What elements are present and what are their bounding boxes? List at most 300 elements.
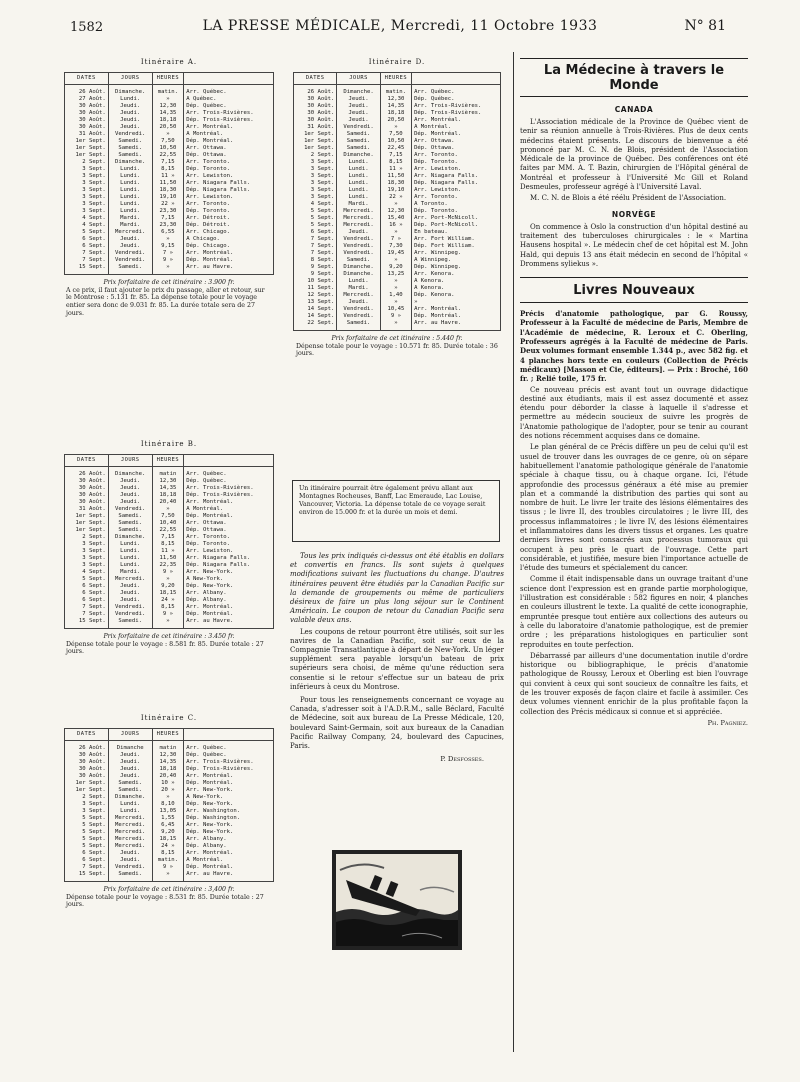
- cell-date: 5 Sept.: [65, 815, 109, 822]
- cell-time: 7,15: [152, 534, 184, 541]
- cell-time: 18,15: [152, 590, 184, 597]
- middle-paragraph-2: Les coupons de retour pourront être utilisés, soit sur les navires de la Canadian Pacific, soit sur ceux de la Compagnie Transatlantique à départ de New-York. Un léger supplément sera payable lorsqu'un bateau de prix supérieurs sera choisi, de même qu'une réduction sera consentie si le retour s'effectue sur un bateau de prix inférieurs à ceux du Montrose.: [290, 627, 504, 691]
- column-header-date: DATES: [65, 73, 109, 85]
- table-row: [294, 194, 501, 201]
- cell-event: A Kenora.: [412, 278, 501, 285]
- rockies-note: Un itinéraire pourrait être également prévu allant aux Montagnes Rocheuses, Banff, Lac Emeraude, Lac Louise, Vancouver, Victoria. La dépense totale de ce voyage serait environ de 15.000 fr. et la durée un mois et demi.: [299, 485, 486, 516]
- cell-event: Arr. Québec.: [184, 471, 274, 478]
- cell-event: Dép. Winnipeg.: [412, 264, 501, 271]
- cell-time: matin.: [152, 857, 184, 864]
- cell-time: matin: [152, 745, 184, 752]
- cell-event: Dép. Niagara Falls.: [184, 187, 274, 194]
- cell-time: 14,35: [152, 759, 184, 766]
- cell-date: 9 Sept.: [294, 271, 337, 278]
- table-row: [65, 131, 274, 138]
- table-end-row: [65, 878, 274, 882]
- cell-date: 6 Sept.: [294, 229, 337, 236]
- cell-event: Dép. Trois-Rivières.: [184, 766, 274, 773]
- cell-event: Arr. au Havre.: [184, 618, 274, 625]
- cell-date: 15 Sept.: [65, 871, 109, 878]
- table-row: [294, 166, 501, 173]
- cell-day: Lundi.: [337, 180, 380, 187]
- itinerary-a-table: [64, 72, 274, 275]
- cell-day: Mardi.: [108, 222, 152, 229]
- cell-date: 7 Sept.: [65, 604, 109, 611]
- table-end-row: [294, 327, 501, 331]
- cell-time: matin: [152, 471, 184, 478]
- middle-signature: P. Desfosses.: [440, 755, 484, 764]
- cell-date: 1er Sept.: [65, 152, 109, 159]
- cell-date: 6 Sept.: [65, 590, 109, 597]
- cell-day: Vendredi.: [337, 250, 380, 257]
- ship-illustration-svg: [332, 850, 462, 950]
- cell-event: Arr. Québec.: [184, 89, 274, 96]
- cell-day: Mercredi.: [337, 215, 380, 222]
- cell-date: 31 Août.: [65, 506, 109, 513]
- cell-day: Vendredi.: [108, 864, 152, 871]
- cell-time: 9 »: [152, 569, 184, 576]
- cell-event: Dép. New-York.: [184, 583, 274, 590]
- itinerary-c: [60, 714, 278, 976]
- cell-time: matin.: [152, 89, 184, 96]
- cell-time: 11 »: [152, 548, 184, 555]
- cell-event: Arr. Lewiston.: [184, 173, 274, 180]
- table-row: [65, 597, 274, 604]
- column-header-day: JOURS: [108, 729, 152, 741]
- cell-event: A New-York.: [184, 794, 274, 801]
- cell-day: Mercredi.: [337, 292, 380, 299]
- cell-time: 18,30: [152, 187, 184, 194]
- table-row: [294, 138, 501, 145]
- cell-date: 3 Sept.: [294, 187, 337, 194]
- cell-day: Jeudi.: [108, 752, 152, 759]
- cell-time: »: [380, 320, 411, 327]
- cell-event: Arr. Lewiston.: [412, 187, 501, 194]
- table-row: [65, 780, 274, 787]
- cell-event: Dép. Niagara Falls.: [412, 180, 501, 187]
- cell-day: Jeudi.: [108, 850, 152, 857]
- cell-day: Samedi.: [108, 152, 152, 159]
- books-title: Livres Nouveaux: [573, 283, 695, 299]
- page-number: 1582: [70, 20, 104, 35]
- cell-event: A Montréal.: [184, 131, 274, 138]
- cell-day: Dimanche.: [337, 152, 380, 159]
- table-row: [65, 745, 274, 752]
- table-row: [294, 145, 501, 152]
- table-row: [294, 243, 501, 250]
- cell-event: Dép. Québec.: [184, 478, 274, 485]
- cell-day: Jeudi.: [108, 766, 152, 773]
- itinerary-d-table: [293, 72, 501, 331]
- table-row: [294, 306, 501, 313]
- itinerary-b-table: [64, 454, 274, 629]
- table-row: [65, 208, 274, 215]
- table-row: [294, 159, 501, 166]
- cell-day: Jeudi.: [108, 124, 152, 131]
- table-row: [65, 604, 274, 611]
- table-row: [294, 201, 501, 208]
- cell-day: Samedi.: [108, 787, 152, 794]
- cell-day: Jeudi.: [108, 243, 152, 250]
- cell-event: Dép. Kenora.: [412, 292, 501, 299]
- cell-date: 15 Sept.: [65, 264, 109, 271]
- cell-time: »: [380, 201, 411, 208]
- cell-event: Arr. Ottawa.: [184, 145, 274, 152]
- cell-event: Arr. Niagara Falls.: [412, 173, 501, 180]
- table-row: [65, 534, 274, 541]
- table-row: [65, 555, 274, 562]
- cell-event: Dép. Montréal.: [184, 513, 274, 520]
- cell-time: »: [380, 299, 411, 306]
- cell-day: Lundi.: [337, 173, 380, 180]
- cell-time: 7,50: [380, 131, 411, 138]
- table-row: [65, 513, 274, 520]
- cell-time: 11,50: [152, 180, 184, 187]
- cell-time: 7,30: [380, 243, 411, 250]
- table-header-row: [65, 455, 274, 467]
- cell-date: 30 Août.: [65, 773, 109, 780]
- cell-time: 20 »: [152, 787, 184, 794]
- itinerary-c-note: Dépense totale pour le voyage : 8.531 fr. 85. Durée totale : 27 jours.: [66, 893, 264, 909]
- cell-day: Dimanche.: [108, 471, 152, 478]
- table-row: [65, 843, 274, 850]
- cell-event: Dép. Albany.: [184, 597, 274, 604]
- cell-event: Arr. Lewiston.: [184, 548, 274, 555]
- cell-day: Mercredi.: [108, 822, 152, 829]
- cell-day: Lundi.: [108, 166, 152, 173]
- table-row: [65, 773, 274, 780]
- cell-day: Mercredi.: [108, 576, 152, 583]
- cell-day: Lundi.: [108, 194, 152, 201]
- cell-day: Vendredi.: [108, 604, 152, 611]
- cell-time: 7,15: [152, 215, 184, 222]
- table-row: [65, 590, 274, 597]
- cell-event: Arr. Québec.: [412, 89, 501, 96]
- cell-event: Arr. Montréal.: [184, 850, 274, 857]
- column-header-day: JOURS: [337, 73, 380, 85]
- cell-event: Dép. Ottawa.: [184, 152, 274, 159]
- cell-time: 11,50: [152, 555, 184, 562]
- itinerary-d-title: Itinéraire D.: [368, 58, 426, 66]
- cell-date: 3 Sept.: [294, 159, 337, 166]
- column-header-date: DATES: [294, 73, 337, 85]
- cell-date: 7 Sept.: [294, 236, 337, 243]
- table-row: [65, 257, 274, 264]
- cell-date: 30 Août.: [294, 96, 337, 103]
- cell-event: A Kenora.: [412, 285, 501, 292]
- cell-date: 30 Août.: [65, 492, 109, 499]
- table-row: [65, 96, 274, 103]
- itinerary-c-summary: [60, 882, 278, 909]
- cell-day: Vendredi.: [108, 257, 152, 264]
- table-row: [65, 103, 274, 110]
- table-row: [65, 243, 274, 250]
- table-row: [65, 124, 274, 131]
- section-banner: [520, 58, 748, 97]
- table-row: [294, 271, 501, 278]
- table-row: [65, 836, 274, 843]
- cell-date: 1er Sept.: [65, 520, 109, 527]
- cell-day: Mardi.: [108, 569, 152, 576]
- table-row: [65, 492, 274, 499]
- cell-event: Dép. Montréal.: [184, 611, 274, 618]
- cell-time: 12,30: [152, 478, 184, 485]
- cell-event: Arr. Montréal.: [184, 250, 274, 257]
- cell-day: Jeudi.: [108, 485, 152, 492]
- cell-day: Jeudi.: [108, 492, 152, 499]
- table-row: [65, 250, 274, 257]
- table-row: [65, 569, 274, 576]
- issue-date: Mercredi, 11 Octobre 1933: [390, 18, 598, 34]
- canada-text: [520, 118, 748, 204]
- cell-day: Jeudi.: [108, 110, 152, 117]
- cell-time: 9 »: [380, 313, 411, 320]
- cell-date: 5 Sept.: [294, 222, 337, 229]
- cell-event: Arr. Kenora.: [412, 271, 501, 278]
- cell-date: 13 Sept.: [294, 299, 337, 306]
- cell-event: Dép. Toronto.: [184, 166, 274, 173]
- cell-day: Samedi.: [108, 145, 152, 152]
- cell-time: 10 »: [152, 780, 184, 787]
- table-row: [65, 236, 274, 243]
- cell-day: Jeudi.: [108, 773, 152, 780]
- itinerary-b: [60, 440, 278, 702]
- itinerary-b-note: Dépense totale pour le voyage : 8.581 fr. 85. Durée totale : 27 jours.: [66, 640, 264, 656]
- itinerary-a-summary: [60, 275, 278, 318]
- itinerary-d: [290, 56, 504, 456]
- cell-day: Samedi.: [108, 871, 152, 878]
- cell-date: 4 Sept.: [65, 215, 109, 222]
- cell-event: Arr. Montréal.: [184, 773, 274, 780]
- cell-date: 14 Sept.: [294, 306, 337, 313]
- table-row: [65, 152, 274, 159]
- table-row: [294, 257, 501, 264]
- cell-date: 5 Sept.: [65, 836, 109, 843]
- column-header-time: HEURES: [152, 455, 184, 467]
- cell-day: Jeudi.: [108, 499, 152, 506]
- cell-day: Mercredi.: [337, 222, 380, 229]
- cell-event: Dép. Trois-Rivières.: [184, 492, 274, 499]
- ship-illustration: [332, 850, 462, 950]
- cell-date: 30 Août.: [294, 110, 337, 117]
- cell-event: Dép. Ottawa.: [184, 527, 274, 534]
- cell-day: Samedi.: [108, 513, 152, 520]
- cell-time: »: [152, 96, 184, 103]
- cell-event: Dép. Montréal.: [184, 257, 274, 264]
- cell-day: Dimanche.: [108, 534, 152, 541]
- cell-event: A New-York.: [184, 576, 274, 583]
- cell-date: 5 Sept.: [65, 576, 109, 583]
- cell-day: Samedi.: [337, 131, 380, 138]
- cell-day: Lundi.: [108, 548, 152, 555]
- cell-day: Jeudi.: [108, 597, 152, 604]
- cell-day: Vendredi.: [108, 506, 152, 513]
- cell-time: »: [152, 794, 184, 801]
- cell-event: Dép. New-York.: [184, 801, 274, 808]
- table-row: [294, 117, 501, 124]
- journal-title: LA PRESSE MÉDICALE,: [202, 18, 386, 34]
- table-row: [65, 478, 274, 485]
- cell-event: Arr. Ottawa.: [184, 520, 274, 527]
- cell-event: Dép. Albany.: [184, 843, 274, 850]
- cell-date: 30 Août.: [294, 103, 337, 110]
- cell-event: Arr. Montréal.: [184, 604, 274, 611]
- itinerary-b-price: Prix forfaitaire de cet itinéraire : 3.450 fr.: [103, 633, 235, 640]
- cell-event: Arr. Trois-Rivières.: [184, 485, 274, 492]
- cell-date: 10 Sept.: [294, 278, 337, 285]
- cell-time: 24 »: [152, 843, 184, 850]
- cell-date: 6 Sept.: [65, 597, 109, 604]
- cell-date: 6 Sept.: [65, 243, 109, 250]
- cell-date: 5 Sept.: [65, 822, 109, 829]
- column-header-event: [184, 729, 274, 741]
- cell-time: matin.: [380, 89, 411, 96]
- cell-event: Arr. Lewiston.: [184, 194, 274, 201]
- cell-day: Jeudi.: [337, 103, 380, 110]
- table-row: [65, 548, 274, 555]
- cell-day: Samedi.: [108, 780, 152, 787]
- cell-day: Mercredi.: [108, 836, 152, 843]
- cell-date: 2 Sept.: [65, 794, 109, 801]
- table-row: [65, 110, 274, 117]
- cell-day: Samedi.: [337, 257, 380, 264]
- cell-event: Arr. Québec.: [184, 745, 274, 752]
- cell-time: 10,50: [152, 145, 184, 152]
- cell-day: Mercredi.: [108, 229, 152, 236]
- cell-event: A Montréal.: [184, 506, 274, 513]
- table-row: [65, 850, 274, 857]
- cell-time: 22,35: [152, 562, 184, 569]
- cell-date: 26 Août.: [294, 89, 337, 96]
- cell-day: Vendredi.: [337, 243, 380, 250]
- cell-date: 6 Sept.: [65, 583, 109, 590]
- cell-date: 1er Sept.: [294, 131, 337, 138]
- cell-day: Samedi.: [337, 145, 380, 152]
- cell-time: 7,15: [380, 152, 411, 159]
- cell-date: 30 Août.: [65, 766, 109, 773]
- table-row: [65, 794, 274, 801]
- table-row: [65, 145, 274, 152]
- cell-event: Dép. Montréal.: [184, 864, 274, 871]
- cell-day: Jeudi.: [108, 590, 152, 597]
- cell-day: Dimanche: [108, 745, 152, 752]
- cell-time: 12,30: [380, 96, 411, 103]
- cell-time: 8,15: [380, 159, 411, 166]
- cell-day: Lundi.: [108, 801, 152, 808]
- cell-time: 19,10: [152, 194, 184, 201]
- cell-date: 3 Sept.: [65, 801, 109, 808]
- table-row: [65, 583, 274, 590]
- cell-time: 20,50: [380, 117, 411, 124]
- cell-day: Lundi.: [108, 555, 152, 562]
- cell-date: 3 Sept.: [65, 194, 109, 201]
- cell-time: 23,30: [152, 222, 184, 229]
- table-row: [294, 103, 501, 110]
- norway-heading: NORVÈGE: [611, 209, 657, 219]
- cell-date: 5 Sept.: [294, 208, 337, 215]
- cell-date: 30 Août.: [65, 499, 109, 506]
- itinerary-b-summary: [60, 629, 278, 656]
- cell-date: 5 Sept.: [65, 229, 109, 236]
- cell-event: Dép. Trois-Rivières.: [412, 110, 501, 117]
- cell-day: Lundi.: [108, 180, 152, 187]
- column-header-event: [184, 73, 274, 85]
- middle-text: [290, 552, 504, 764]
- cell-time: 18,15: [152, 836, 184, 843]
- itinerary-a: [60, 56, 278, 430]
- cell-event: Dép. Montréal.: [184, 138, 274, 145]
- cell-date: 3 Sept.: [294, 180, 337, 187]
- cell-day: Vendredi.: [108, 250, 152, 257]
- column-header-date: DATES: [65, 455, 109, 467]
- cell-date: 30 Août.: [65, 117, 109, 124]
- table-row: [65, 194, 274, 201]
- cell-day: Samedi.: [108, 618, 152, 625]
- table-row: [294, 187, 501, 194]
- cell-time: 18,30: [380, 180, 411, 187]
- cell-event: Arr. Détroit.: [184, 215, 274, 222]
- cell-day: Samedi.: [108, 138, 152, 145]
- cell-event: Arr. au Havre.: [184, 871, 274, 878]
- cell-day: Samedi.: [108, 264, 152, 271]
- cell-time: 9 »: [152, 611, 184, 618]
- cell-time: 10,45: [380, 306, 411, 313]
- cell-time: 12,30: [380, 208, 411, 215]
- table-row: [294, 250, 501, 257]
- cell-day: Lundi.: [108, 541, 152, 548]
- cell-date: 11 Sept.: [294, 285, 337, 292]
- cell-event: Dép. Port-McNicoll.: [412, 222, 501, 229]
- cell-time: 8,15: [152, 166, 184, 173]
- cell-event: Dép. Ottawa.: [412, 145, 501, 152]
- cell-day: Samedi.: [337, 320, 380, 327]
- table-row: [65, 857, 274, 864]
- table-row: [65, 499, 274, 506]
- table-row: [65, 264, 274, 271]
- cell-date: 14 Sept.: [294, 313, 337, 320]
- cell-date: 7 Sept.: [65, 250, 109, 257]
- cell-date: 3 Sept.: [65, 541, 109, 548]
- cell-event: Dép. Niagara Falls.: [184, 562, 274, 569]
- canada-heading: CANADA: [614, 105, 654, 114]
- cell-day: Jeudi.: [108, 583, 152, 590]
- cell-time: 9,15: [152, 243, 184, 250]
- cell-day: Lundi.: [108, 201, 152, 208]
- cell-event: Dép. New-York.: [184, 829, 274, 836]
- cell-date: 1er Sept.: [65, 513, 109, 520]
- cell-time: »: [380, 124, 411, 131]
- cell-day: Vendredi.: [108, 611, 152, 618]
- cell-event: Arr. Trois-Rivières.: [184, 110, 274, 117]
- cell-time: 23,30: [152, 208, 184, 215]
- cell-date: 27 Août.: [65, 96, 109, 103]
- cell-date: 1er Sept.: [294, 145, 337, 152]
- cell-date: 26 Août.: [65, 471, 109, 478]
- cell-event: Arr. Lewiston.: [412, 166, 501, 173]
- cell-time: 7 »: [152, 250, 184, 257]
- cell-event: Arr. Niagara Falls.: [184, 180, 274, 187]
- cell-time: 9,20: [380, 264, 411, 271]
- cell-event: Dép. Montréal.: [184, 780, 274, 787]
- table-row: [65, 527, 274, 534]
- cell-event: Dép. Fort William.: [412, 243, 501, 250]
- table-row: [65, 787, 274, 794]
- cell-event: Dép. Québec.: [184, 752, 274, 759]
- table-row: [294, 222, 501, 229]
- cell-time: »: [380, 229, 411, 236]
- cell-time: 11 »: [380, 166, 411, 173]
- table-row: [294, 299, 501, 306]
